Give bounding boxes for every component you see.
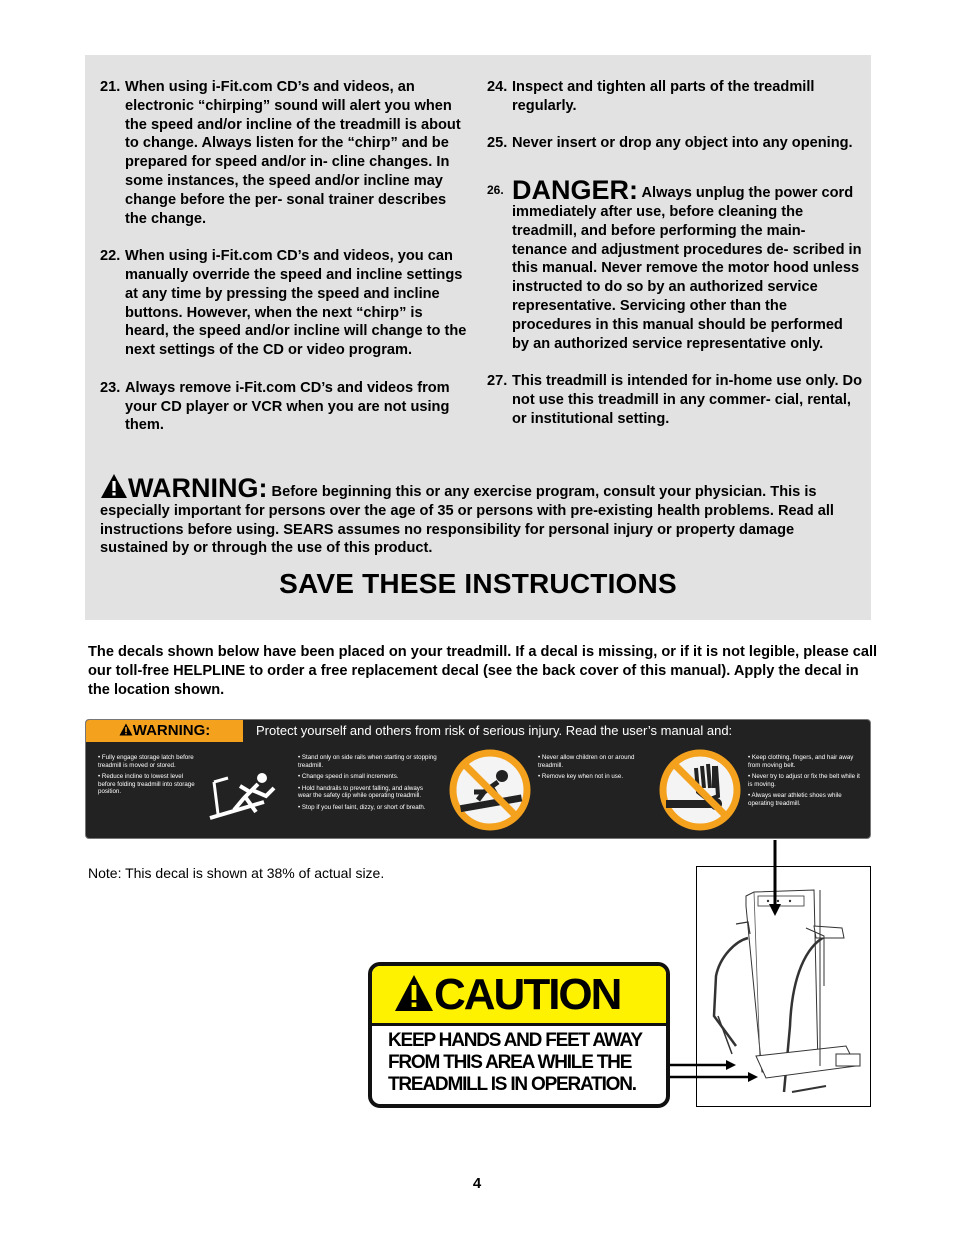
item-number: 23. — [100, 379, 121, 396]
decal-bullet: • Stop if you feel faint, dizzy, or short of breath. — [298, 803, 426, 811]
item-number: 21. — [100, 79, 121, 95]
caution-heading: CAUTION — [434, 970, 621, 1019]
warning-heading: WARNING: — [128, 473, 268, 503]
caution-message — [388, 1030, 664, 1096]
decal-bullet: • Hold handrails to prevent falling, and always wear the safety clip while operating treadmill. — [298, 784, 423, 800]
save-instructions-title: SAVE THESE INSTRUCTIONS — [279, 568, 677, 599]
instruction-item-26 — [487, 175, 862, 353]
caution-header — [372, 966, 666, 1026]
instruction-item-23 — [100, 379, 470, 435]
item-text: When using i-Fit.com CD’s and videos, you can manually override the speed and incline settings at any time by pressing the speed and incline buttons. However, when the next “chirp” is heard, the speed and/or incline will change to the next settings of the CD or video program. — [125, 248, 467, 359]
instruction-item-21 — [100, 78, 470, 228]
item-text: Always remove i-Fit.com CD’s and videos from your CD player or VCR when you are not using them. — [125, 379, 450, 434]
decal-bullet: • Reduce incline to lowest level before folding treadmill into storage position. — [98, 773, 195, 796]
instruction-item-25 — [487, 134, 862, 153]
decal-bullet: • Change speed in small increments. — [298, 773, 399, 781]
item-number: 24. — [487, 79, 508, 95]
decal-bullet: • Never try to adjust or fix the belt while it is moving. — [748, 773, 860, 788]
caution-line: KEEP HANDS AND FEET AWAY — [388, 1030, 642, 1051]
decal-bullet: • Remove key when not in use. — [538, 773, 624, 781]
decal-bullet: • Fully engage storage latch before treadmill is moved or stored. — [98, 754, 194, 769]
caution-line: TREADMILL IS IN OPERATION. — [388, 1074, 636, 1095]
decal-header: Protect yourself and others from risk of serious injury. Read the user’s manual and: — [256, 723, 733, 738]
item-number: 25. — [487, 135, 508, 152]
page-number: 4 — [472, 1175, 482, 1192]
caution-line: FROM THIS AREA WHILE THE — [388, 1052, 632, 1073]
item-text: Always unplug the power cord immediately after use, before cleaning the treadmill, and before performing the main- tenance and adjustment procedures de- scribed in this manual. Never remove the motor hood unless instructed to do so by an authorized service representative. Servicing other than the procedures in this manual should be performed by an authorized service representative only. — [512, 185, 862, 352]
caution-triangle-icon — [394, 974, 434, 1012]
no-children-icon — [448, 748, 532, 832]
decal-bullet: • Always wear athletic shoes while operating treadmill. — [748, 792, 842, 807]
decal-column-1 — [98, 754, 198, 800]
warning-decal — [85, 719, 871, 839]
decals-paragraph: The decals shown below have been placed on your treadmill. If a decal is missing, or if it is not legible, please call our toll-free HELPLINE to order a free replacement decal (see the back cover of this manual). Apply the decal in the location shown. — [88, 644, 878, 698]
decal-size-note: Note: This decal is shown at 38% of actual size. — [88, 865, 385, 881]
warning-triangle-icon — [100, 473, 128, 499]
item-text: Never insert or drop any object into any opening. — [512, 135, 853, 152]
instructions-left-column — [100, 78, 470, 454]
item-number: 26. — [487, 183, 504, 198]
decal-column-4 — [748, 754, 863, 812]
item-text: Inspect and tighten all parts of the treadmill regularly. — [512, 79, 815, 114]
no-hands-near-belt-icon — [658, 748, 742, 832]
decal-tag-label: WARNING: — [132, 722, 211, 739]
instruction-item-24 — [487, 78, 862, 116]
danger-heading: DANGER: — [512, 175, 638, 206]
instructions-right-column — [487, 78, 862, 447]
decal-bullet: • Stand only on side rails when starting or stopping treadmill. — [298, 754, 437, 769]
instruction-item-22 — [100, 247, 470, 360]
treadmill-fall-icon — [204, 758, 294, 828]
item-text: This treadmill is intended for in-home use only. Do not use this treadmill in any commer- cial, rental, or institutional setting. — [512, 373, 863, 427]
decal-column-2 — [298, 754, 438, 816]
item-number: 27. — [487, 373, 508, 390]
decal-bullet: • Keep clothing, fingers, and hair away from moving belt. — [748, 754, 854, 769]
warning-text: Before beginning this or any exercise program, consult your physician. This is especially important for persons over the age of 35 or persons with pre-existing health problems. Read all instructions before using. SEARS assumes no responsibility for personal injury or property damage sustained by or through the use of this product. — [100, 484, 834, 557]
instruction-item-27 — [487, 372, 862, 428]
caution-decal — [368, 962, 670, 1108]
decal-column-3 — [538, 754, 648, 785]
warning-triangle-icon — [119, 723, 133, 736]
item-number: 22. — [100, 248, 121, 265]
decal-bullet: • Never allow children on or around treadmill. — [538, 754, 635, 769]
treadmill-illustration — [696, 866, 871, 1107]
warning-block — [100, 473, 860, 558]
item-text: When using i-Fit.com CD’s and videos, an electronic “chirping” sound will alert you when the speed and/or incline of the treadmill is about to change. Always listen for the “chirp” and be prepared for speed and/or in- cline changes. In some instances, the speed and/or incline may change before the per- sonal trainer describes the change. — [125, 79, 461, 227]
decal-warning-tag — [86, 720, 243, 742]
